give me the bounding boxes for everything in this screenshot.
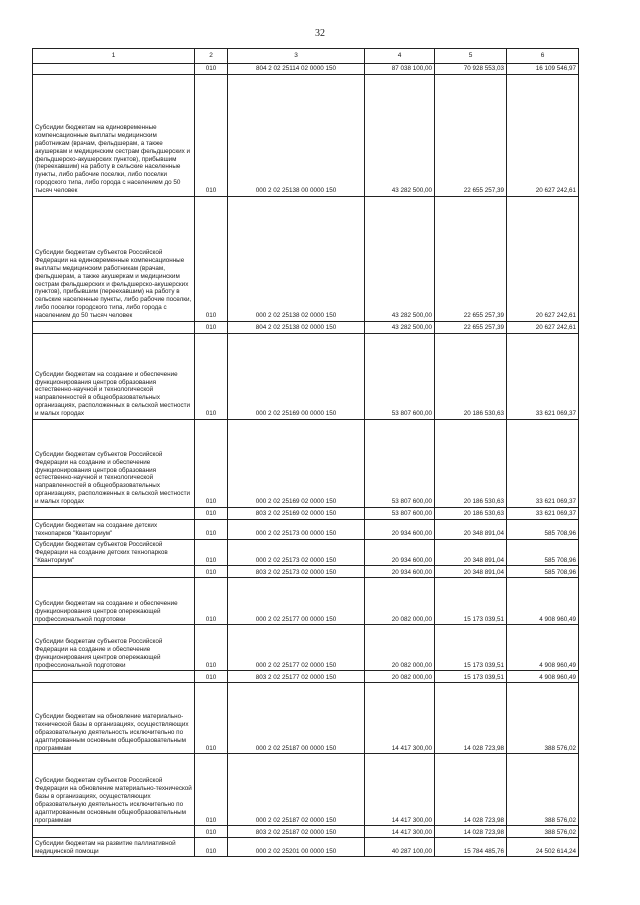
row-code-cell: 010 — [195, 566, 228, 578]
table-row — [33, 826, 579, 838]
row-approved-value-cell: 20 082 000,00 — [365, 625, 435, 671]
row-executed-value-cell: 20 348 891,04 — [435, 539, 507, 566]
row-executed-value-cell: 15 173 039,51 — [435, 578, 507, 625]
row-executed-value-cell: 15 173 039,51 — [435, 671, 507, 683]
row-name-cell: Субсидии бюджетам на обновление материально-технической базы в организациях, осуществляющих образовательную деятельность исключительно по адаптированным основным общеобразовательным программам — [33, 683, 195, 754]
row-kbk-code-cell: 000 2 02 25138 02 0000 150 — [228, 196, 365, 321]
row-code-cell: 010 — [195, 507, 228, 519]
row-code-cell: 010 — [195, 519, 228, 539]
column-header: 3 — [228, 49, 365, 64]
row-code-cell: 010 — [195, 578, 228, 625]
row-code-cell: 010 — [195, 683, 228, 754]
table-row — [33, 333, 579, 419]
row-kbk-code-cell: 000 2 02 25173 02 0000 150 — [228, 539, 365, 566]
row-kbk-code-cell: 000 2 02 25169 00 0000 150 — [228, 333, 365, 419]
row-kbk-code-cell: 000 2 02 25138 00 0000 150 — [228, 74, 365, 196]
row-kbk-code-cell: 804 2 02 25138 02 0000 150 — [228, 321, 365, 333]
row-code-cell: 010 — [195, 64, 228, 75]
row-unexecuted-value-cell: 33 621 069,37 — [507, 507, 579, 519]
row-unexecuted-value-cell: 16 109 546,97 — [507, 64, 579, 75]
row-approved-value-cell: 14 417 300,00 — [365, 826, 435, 838]
row-code-cell: 010 — [195, 625, 228, 671]
column-header: 1 — [33, 49, 195, 64]
column-header: 5 — [435, 49, 507, 64]
row-executed-value-cell: 20 348 891,04 — [435, 519, 507, 539]
table-row — [33, 64, 579, 75]
row-unexecuted-value-cell: 4 908 960,49 — [507, 578, 579, 625]
table-row — [33, 196, 579, 321]
row-name-cell — [33, 826, 195, 838]
row-name-cell: Субсидии бюджетам на создание и обеспечение функционирования центров опережающей профессиональной подготовки — [33, 578, 195, 625]
row-unexecuted-value-cell: 585 708,96 — [507, 519, 579, 539]
table-header-row — [33, 49, 579, 64]
row-approved-value-cell: 14 417 300,00 — [365, 754, 435, 826]
table-row — [33, 754, 579, 826]
row-approved-value-cell: 20 082 000,00 — [365, 578, 435, 625]
row-executed-value-cell: 70 928 553,03 — [435, 64, 507, 75]
row-code-cell: 010 — [195, 754, 228, 826]
table-row — [33, 519, 579, 539]
row-kbk-code-cell: 000 2 02 25187 02 0000 150 — [228, 754, 365, 826]
row-unexecuted-value-cell: 388 576,02 — [507, 754, 579, 826]
row-code-cell: 010 — [195, 321, 228, 333]
row-code-cell: 010 — [195, 671, 228, 683]
row-unexecuted-value-cell: 388 576,02 — [507, 683, 579, 754]
table-row — [33, 625, 579, 671]
row-executed-value-cell: 22 655 257,39 — [435, 74, 507, 196]
row-name-cell: Субсидии бюджетам субъектов Российской Федерации на единовременные компенсационные выплаты медицинским работникам (врачам, фельдшерам, а также акушеркам и медицинским сестрам фельдшерских и фельдшерско-акушерских пунктов), прибывшим (переехавшим) на работу в сельские населенные пункты, либо рабочие поселки, либо поселки городского типа, либо города с населением до 50 тысяч человек — [33, 196, 195, 321]
table-row — [33, 74, 579, 196]
table-row — [33, 321, 579, 333]
row-name-cell — [33, 566, 195, 578]
row-name-cell: Субсидии бюджетам субъектов Российской Федерации на создание и обеспечение функционирования центров образования естественно-научной и технологической направленностей в общеобразовательных организациях, расположенных в сельской местности и малых городах — [33, 419, 195, 507]
row-executed-value-cell: 15 173 039,51 — [435, 625, 507, 671]
row-approved-value-cell: 53 807 600,00 — [365, 333, 435, 419]
row-kbk-code-cell: 000 2 02 25177 02 0000 150 — [228, 625, 365, 671]
row-code-cell: 010 — [195, 333, 228, 419]
table-row — [33, 671, 579, 683]
row-code-cell: 010 — [195, 826, 228, 838]
row-executed-value-cell: 14 028 723,98 — [435, 754, 507, 826]
row-code-cell: 010 — [195, 196, 228, 321]
row-approved-value-cell: 20 934 600,00 — [365, 519, 435, 539]
row-unexecuted-value-cell: 4 908 960,49 — [507, 625, 579, 671]
column-header: 6 — [507, 49, 579, 64]
column-header: 2 — [195, 49, 228, 64]
row-kbk-code-cell: 803 2 02 25173 02 0000 150 — [228, 566, 365, 578]
row-executed-value-cell: 20 186 530,63 — [435, 333, 507, 419]
row-unexecuted-value-cell: 24 502 614,24 — [507, 838, 579, 857]
row-approved-value-cell: 53 807 600,00 — [365, 507, 435, 519]
row-unexecuted-value-cell: 4 908 960,49 — [507, 671, 579, 683]
row-approved-value-cell: 43 282 500,00 — [365, 321, 435, 333]
row-code-cell: 010 — [195, 838, 228, 857]
row-approved-value-cell: 53 807 600,00 — [365, 419, 435, 507]
row-unexecuted-value-cell: 585 708,96 — [507, 566, 579, 578]
row-name-cell: Субсидии бюджетам на создание и обеспечение функционирования центров образования естественно-научной и технологической направленностей в общеобразовательных организациях, расположенных в сельской местности и малых городах — [33, 333, 195, 419]
table-row — [33, 683, 579, 754]
budget-revenue-table — [32, 48, 579, 857]
row-name-cell — [33, 671, 195, 683]
row-unexecuted-value-cell: 20 627 242,61 — [507, 321, 579, 333]
table-row — [33, 566, 579, 578]
table-row — [33, 419, 579, 507]
row-executed-value-cell: 14 028 723,98 — [435, 683, 507, 754]
row-name-cell: Субсидии бюджетам субъектов Российской Федерации на обновление материально-технической базы в организациях, осуществляющих образовательную деятельность исключительно по адаптированным основным общеобразовательным программам — [33, 754, 195, 826]
table-row — [33, 578, 579, 625]
row-approved-value-cell: 20 082 000,00 — [365, 671, 435, 683]
row-kbk-code-cell: 000 2 02 25187 00 0000 150 — [228, 683, 365, 754]
page-number: 32 — [315, 28, 325, 39]
row-unexecuted-value-cell: 33 621 069,37 — [507, 333, 579, 419]
row-name-cell — [33, 64, 195, 75]
row-executed-value-cell: 15 784 485,76 — [435, 838, 507, 857]
row-kbk-code-cell: 000 2 02 25169 02 0000 150 — [228, 419, 365, 507]
table-row — [33, 507, 579, 519]
row-name-cell: Субсидии бюджетам субъектов Российской Федерации на создание и обеспечение функционирования центров опережающей профессиональной подготовки — [33, 625, 195, 671]
row-code-cell: 010 — [195, 74, 228, 196]
row-kbk-code-cell: 803 2 02 25187 02 0000 150 — [228, 826, 365, 838]
column-header: 4 — [365, 49, 435, 64]
table-row — [33, 539, 579, 566]
row-approved-value-cell: 40 287 100,00 — [365, 838, 435, 857]
row-code-cell: 010 — [195, 539, 228, 566]
row-unexecuted-value-cell: 585 708,96 — [507, 539, 579, 566]
row-approved-value-cell: 87 038 100,00 — [365, 64, 435, 75]
row-kbk-code-cell: 000 2 02 25173 00 0000 150 — [228, 519, 365, 539]
row-executed-value-cell: 20 186 530,63 — [435, 507, 507, 519]
row-executed-value-cell: 14 028 723,98 — [435, 826, 507, 838]
row-executed-value-cell: 22 655 257,39 — [435, 321, 507, 333]
row-kbk-code-cell: 000 2 02 25201 00 0000 150 — [228, 838, 365, 857]
row-unexecuted-value-cell: 20 627 242,61 — [507, 74, 579, 196]
row-name-cell — [33, 321, 195, 333]
row-name-cell: Субсидии бюджетам на создание детских технопарков "Кванториум" — [33, 519, 195, 539]
row-approved-value-cell: 43 282 500,00 — [365, 74, 435, 196]
row-approved-value-cell: 43 282 500,00 — [365, 196, 435, 321]
row-name-cell: Субсидии бюджетам на развитие паллиативной медицинской помощи — [33, 838, 195, 857]
row-approved-value-cell: 20 934 600,00 — [365, 566, 435, 578]
row-executed-value-cell: 20 186 530,63 — [435, 419, 507, 507]
row-executed-value-cell: 22 655 257,39 — [435, 196, 507, 321]
row-kbk-code-cell: 000 2 02 25177 00 0000 150 — [228, 578, 365, 625]
row-unexecuted-value-cell: 33 621 069,37 — [507, 419, 579, 507]
row-kbk-code-cell: 803 2 02 25177 02 0000 150 — [228, 671, 365, 683]
row-name-cell — [33, 507, 195, 519]
row-unexecuted-value-cell: 20 627 242,61 — [507, 196, 579, 321]
row-name-cell: Субсидии бюджетам на единовременные компенсационные выплаты медицинским работникам (врачам, фельдшерам, а также акушеркам и медицинским сестрам фельдшерских и фельдшерско-акушерских пунктов), прибывшим (переехавшим) на работу в сельские населенные пункты, либо рабочие поселки, либо поселки городского типа, либо города с населением до 50 тысяч человек — [33, 74, 195, 196]
row-code-cell: 010 — [195, 419, 228, 507]
row-approved-value-cell: 20 934 600,00 — [365, 539, 435, 566]
row-approved-value-cell: 14 417 300,00 — [365, 683, 435, 754]
row-kbk-code-cell: 804 2 02 25114 02 0000 150 — [228, 64, 365, 75]
row-kbk-code-cell: 803 2 02 25169 02 0000 150 — [228, 507, 365, 519]
row-name-cell: Субсидии бюджетам субъектов Российской Федерации на создание детских технопарков "Кванториум" — [33, 539, 195, 566]
row-unexecuted-value-cell: 388 576,02 — [507, 826, 579, 838]
row-executed-value-cell: 20 348 891,04 — [435, 566, 507, 578]
table-body — [33, 49, 579, 857]
table-row — [33, 838, 579, 857]
